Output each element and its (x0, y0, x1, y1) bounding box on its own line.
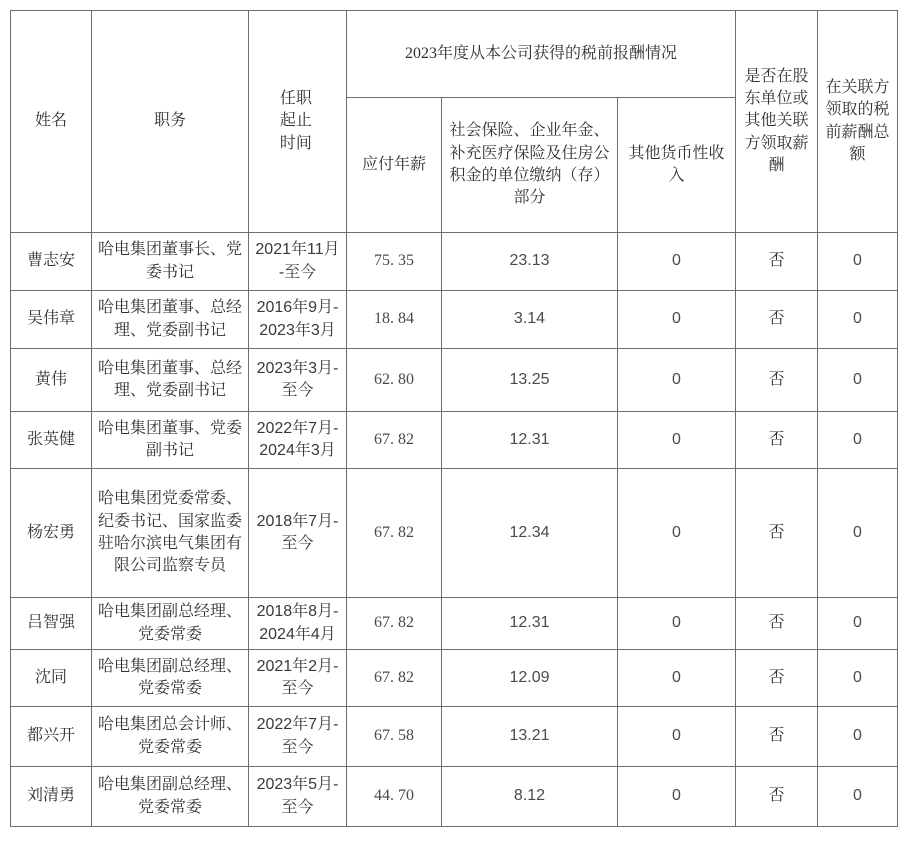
table-row (11, 291, 898, 349)
table-row (11, 767, 898, 827)
cell-related-flag: 否 (736, 291, 818, 349)
cell-term: 2022年7月-2024年3月 (249, 412, 347, 469)
cell-related-total: 0 (818, 233, 898, 291)
cell-salary: 67. 82 (347, 598, 442, 650)
cell-salary: 67. 82 (347, 412, 442, 469)
cell-name: 刘清勇 (11, 767, 92, 827)
cell-position: 哈电集团副总经理、党委常委 (92, 767, 249, 827)
col-header-term-label: 任职起止时间 (279, 89, 312, 152)
table-row (11, 412, 898, 469)
cell-salary: 44. 70 (347, 767, 442, 827)
cell-related-total: 0 (818, 469, 898, 598)
cell-name: 曹志安 (11, 233, 92, 291)
cell-related-total: 0 (818, 767, 898, 827)
cell-insurance: 13.21 (442, 707, 618, 767)
cell-related-total: 0 (818, 349, 898, 412)
cell-related-total: 0 (818, 598, 898, 650)
cell-name: 杨宏勇 (11, 469, 92, 598)
cell-position: 哈电集团董事、总经理、党委副书记 (92, 291, 249, 349)
cell-position: 哈电集团董事、党委副书记 (92, 412, 249, 469)
cell-other-income: 0 (618, 349, 736, 412)
cell-salary: 62. 80 (347, 349, 442, 412)
cell-related-total: 0 (818, 412, 898, 469)
cell-related-total: 0 (818, 291, 898, 349)
cell-position: 哈电集团党委常委、纪委书记、国家监委驻哈尔滨电气集团有限公司监察专员 (92, 469, 249, 598)
cell-related-total: 0 (818, 707, 898, 767)
table-row (11, 598, 898, 650)
cell-name: 都兴开 (11, 707, 92, 767)
cell-term: 2018年7月-至今 (249, 469, 347, 598)
cell-related-flag: 否 (736, 412, 818, 469)
col-header-insurance: 社会保险、企业年金、补充医疗保险及住房公积金的单位缴纳（存）部分 (442, 98, 618, 233)
cell-insurance: 12.34 (442, 469, 618, 598)
col-header-position: 职务 (92, 11, 249, 233)
cell-term: 2021年2月-至今 (249, 650, 347, 707)
cell-insurance: 12.09 (442, 650, 618, 707)
cell-insurance: 8.12 (442, 767, 618, 827)
table-body (11, 233, 898, 827)
col-header-salary: 应付年薪 (347, 98, 442, 233)
cell-salary: 18. 84 (347, 291, 442, 349)
col-header-related-total: 在关联方领取的税前薪酬总额 (818, 11, 898, 233)
cell-term: 2023年5月-至今 (249, 767, 347, 827)
cell-other-income: 0 (618, 291, 736, 349)
cell-other-income: 0 (618, 767, 736, 827)
cell-position: 哈电集团副总经理、党委常委 (92, 650, 249, 707)
cell-term: 2021年11月-至今 (249, 233, 347, 291)
cell-insurance: 23.13 (442, 233, 618, 291)
cell-related-flag: 否 (736, 598, 818, 650)
cell-salary: 67. 82 (347, 469, 442, 598)
table-row (11, 349, 898, 412)
cell-salary: 75. 35 (347, 233, 442, 291)
cell-related-total: 0 (818, 650, 898, 707)
col-header-name: 姓名 (11, 11, 92, 233)
cell-related-flag: 否 (736, 349, 818, 412)
table-row (11, 707, 898, 767)
cell-related-flag: 否 (736, 707, 818, 767)
table-row (11, 650, 898, 707)
cell-position: 哈电集团副总经理、党委常委 (92, 598, 249, 650)
cell-other-income: 0 (618, 233, 736, 291)
cell-related-flag: 否 (736, 469, 818, 598)
cell-name: 沈同 (11, 650, 92, 707)
cell-name: 张英健 (11, 412, 92, 469)
cell-insurance: 3.14 (442, 291, 618, 349)
cell-name: 吴伟章 (11, 291, 92, 349)
cell-term: 2018年8月-2024年4月 (249, 598, 347, 650)
cell-term: 2016年9月-2023年3月 (249, 291, 347, 349)
table-row (11, 233, 898, 291)
header-row-1 (11, 11, 898, 98)
cell-position: 哈电集团董事长、党委书记 (92, 233, 249, 291)
cell-name: 黄伟 (11, 349, 92, 412)
table-row (11, 469, 898, 598)
cell-related-flag: 否 (736, 233, 818, 291)
cell-other-income: 0 (618, 469, 736, 598)
cell-other-income: 0 (618, 412, 736, 469)
cell-other-income: 0 (618, 707, 736, 767)
cell-insurance: 12.31 (442, 412, 618, 469)
cell-term: 2022年7月-至今 (249, 707, 347, 767)
cell-salary: 67. 82 (347, 650, 442, 707)
col-header-other-income: 其他货币性收入 (618, 98, 736, 233)
cell-insurance: 12.31 (442, 598, 618, 650)
cell-other-income: 0 (618, 598, 736, 650)
compensation-table (10, 10, 898, 827)
cell-salary: 67. 58 (347, 707, 442, 767)
cell-position: 哈电集团董事、总经理、党委副书记 (92, 349, 249, 412)
cell-term: 2023年3月-至今 (249, 349, 347, 412)
cell-other-income: 0 (618, 650, 736, 707)
cell-related-flag: 否 (736, 767, 818, 827)
col-header-related-flag: 是否在股东单位或其他关联方领取薪酬 (736, 11, 818, 233)
cell-related-flag: 否 (736, 650, 818, 707)
cell-insurance: 13.25 (442, 349, 618, 412)
col-header-term (249, 11, 347, 233)
cell-name: 吕智强 (11, 598, 92, 650)
table-header (11, 11, 898, 233)
cell-position: 哈电集团总会计师、党委常委 (92, 707, 249, 767)
col-header-group-2023: 2023年度从本公司获得的税前报酬情况 (347, 11, 736, 98)
